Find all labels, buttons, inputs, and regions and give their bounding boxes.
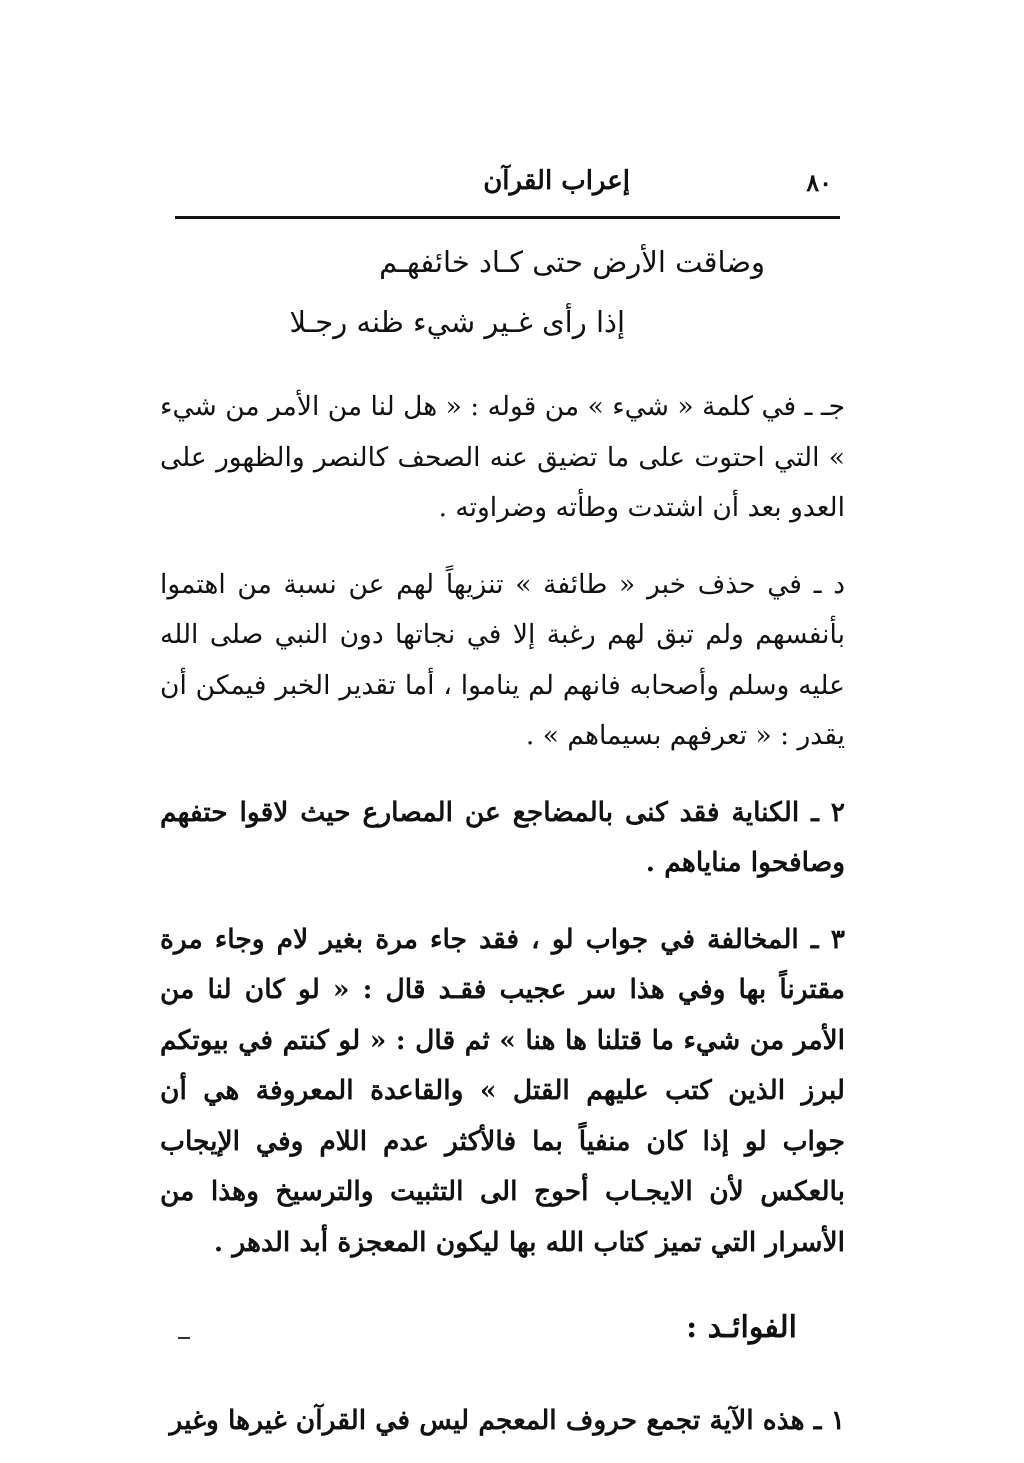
section-heading: الفوائـد : — [686, 1310, 797, 1345]
poem-verse: وضاقت الأرض حتى كـاد خائفهـم — [379, 245, 765, 279]
page-header — [175, 162, 840, 206]
page-body — [160, 232, 845, 1447]
paragraph-mukhalafa: ٣ ـ المخالفة في جواب لو ، فقد جاء مرة بغير لام وجاء مرة مقترناً بها وفي هذا سر عجيب فقـد قال : « لو كان لنا من الأمر من شيء ما قتلنا ها هنا » ثم قال : « لو كنتم في بيوتكم لبرز الذين كتب عليهم القتل » والقاعدة المعروفة هي أن جواب لو إذا كان منفياً بما فالأكثر عدم اللام وفي الإيجاب بالعكس لأن الايجـاب أحوج الى التثبيت والترسيخ وهذا من الأسرار التي تميز كتاب الله بها ليكون المعجزة أبد الدهر . — [160, 923, 845, 1258]
print-speck — [178, 1337, 190, 1339]
page-number: ٨٠ — [806, 168, 832, 197]
paragraph-dal: د ـ في حذف خبر « طائفة » تنزيهاً لهم عن نسبة من اهتموا بأنفسهم ولم تبق لهم رغبة إلا في نجاتها دون النبي صلى الله عليه وسلم وأصحابه فانهم لم يناموا ، أما تقدير الخبر فيمكن أن يقدر : « تعرفهم بسيماهم » . — [160, 568, 845, 751]
paragraph-kinaya: ٢ ـ الكناية فقد كنى بالمضاجع عن المصارع حيث لاقوا حتفهم وصافحوا مناياهم . — [160, 796, 845, 878]
poem-verse: إذا رأى غـير شيء ظنه رجـلا — [289, 305, 625, 339]
header-divider — [175, 216, 840, 219]
running-title: إعراب القرآن — [483, 166, 630, 196]
paragraph-jim: جـ ـ في كلمة « شيء » من قوله : « هل لنا من الأمر من شيء » التي احتوت على ما تضيق عنه الصحف كالنصر والظهور على العدو بعد أن اشتدت وطأته وضراوته . — [160, 391, 845, 523]
paragraph-fawaid-1: ١ ـ هذه الآية تجمع حروف المعجم ليس في القرآن غيرها وغير — [169, 1405, 845, 1436]
